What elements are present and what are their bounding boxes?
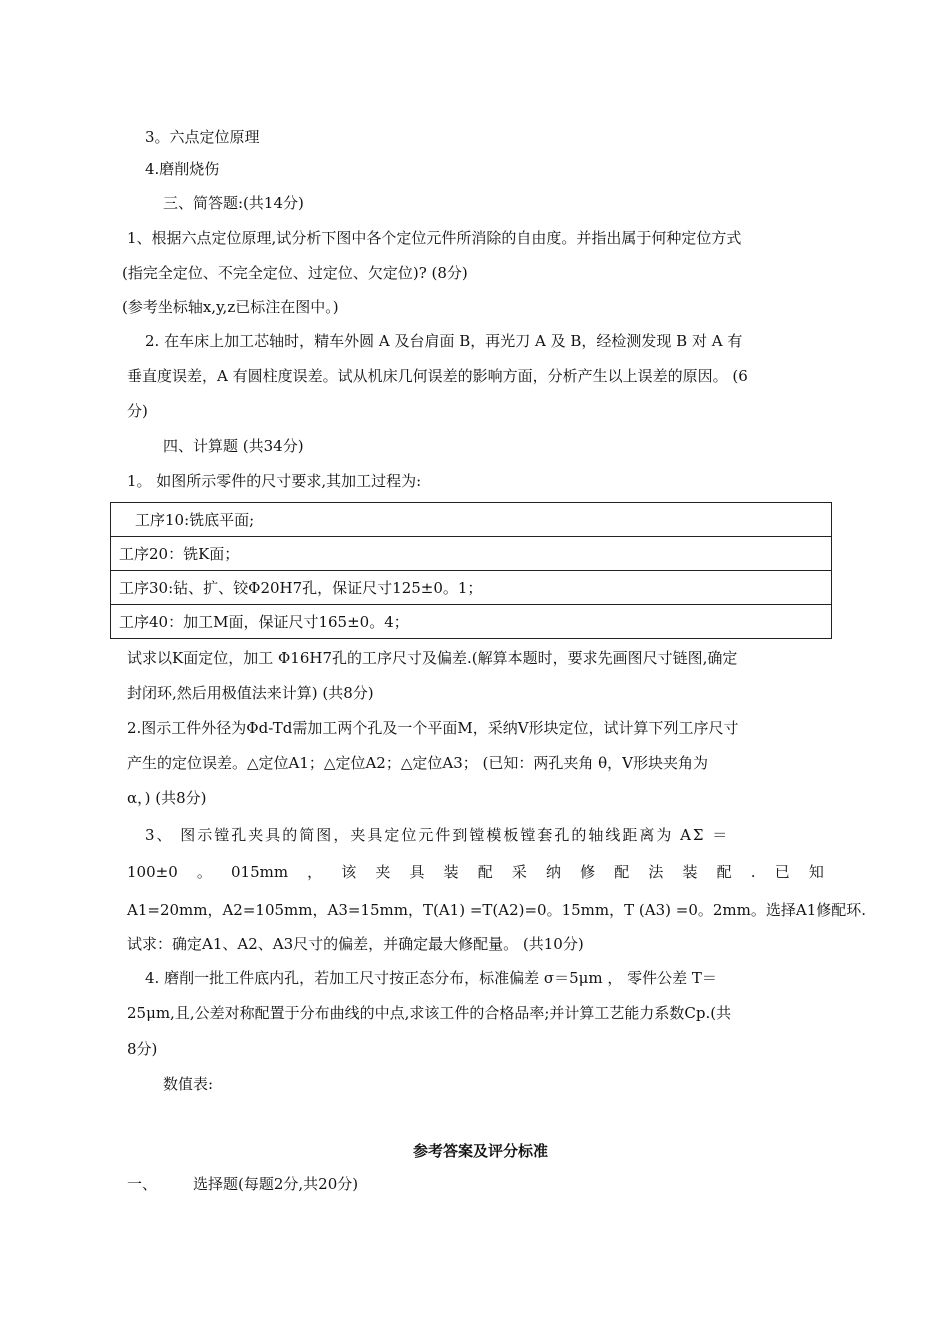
question-text: 2. 在车床上加工芯轴时，精车外圆 A 及台肩面 B，再光刀 A 及 B，经检测发现 B 对 A 有 xyxy=(145,332,743,350)
question-text: 25μm,且,公差对称配置于分布曲线的中点,求该工件的合格品率;并计算工艺能力系数Cp.(共 xyxy=(127,1004,732,1022)
question-text: (参考坐标轴x,y,z已标注在图中。) xyxy=(122,298,339,316)
text-token: 100±0 xyxy=(127,863,178,881)
text-token: 知 xyxy=(808,863,824,881)
justified-line xyxy=(127,862,824,882)
text-token: ， xyxy=(307,863,323,881)
section-heading: 选择题(每题2分,共20分) xyxy=(193,1175,359,1193)
question-text: 3、 图示镗孔夹具的简图，夹具定位元件到镗模板镗套孔的轴线距离为 AΣ ＝ xyxy=(145,826,730,844)
text-token: 纳 xyxy=(546,863,562,881)
table-row xyxy=(111,537,832,571)
table-row xyxy=(111,503,832,537)
text-token: 夹 xyxy=(375,863,391,881)
text-token: 修 xyxy=(580,863,596,881)
section-number: 一、 xyxy=(127,1175,158,1193)
question-text: 数值表: xyxy=(163,1075,214,1093)
process-table xyxy=(110,502,832,639)
text-token: 法 xyxy=(648,863,664,881)
table-cell: 工序10:铣底平面; xyxy=(111,503,832,537)
text-token: . xyxy=(750,863,756,881)
text-line: 4.磨削烧伤 xyxy=(145,160,220,178)
text-token: 装 xyxy=(682,863,698,881)
answer-section-title: 参考答案及评分标准 xyxy=(413,1142,549,1160)
question-text: 8分) xyxy=(127,1040,158,1058)
question-text: α，) (共8分) xyxy=(127,789,207,807)
table-cell: 工序30:钻、扩、铰Φ20H7孔，保证尺寸125±0。1； xyxy=(111,571,832,605)
table-row xyxy=(111,605,832,639)
text-token: 015mm xyxy=(230,863,289,881)
text-token: 采 xyxy=(511,863,527,881)
question-text: 2.图示工件外径为Φd-Td需加工两个孔及一个平面M，采纳V形块定位，试计算下列工序尺寸 xyxy=(127,719,739,737)
question-text: 试求以K面定位，加工 Φ16H7孔的工序尺寸及偏差.(解算本题时，要求先画图尺寸链图,确定 xyxy=(127,649,738,667)
question-text: A1=20mm，A2=105mm，A3=15mm，T(A1) =T(A2)=0。15mm，T (A3) =0。2mm。选择A1修配环. xyxy=(127,901,867,919)
text-token: 。 xyxy=(196,863,212,881)
question-text: 4. 磨削一批工件底内孔，若加工尺寸按正态分布，标准偏差 σ＝5μm ， 零件公差 T＝ xyxy=(145,969,717,987)
question-text: 1、根据六点定位原理,试分析下图中各个定位元件所消除的自由度。并指出属于何种定位方式 xyxy=(127,229,742,247)
text-token: 该 xyxy=(341,863,357,881)
section-heading: 三、简答题:(共14分) xyxy=(163,194,304,212)
question-text: 1。 如图所示零件的尺寸要求,其加工过程为: xyxy=(127,472,422,490)
question-text: (指完全定位、不完全定位、过定位、欠定位)? (8分) xyxy=(122,264,468,282)
table-cell: 工序20：铣K面； xyxy=(111,537,832,571)
table-cell: 工序40：加工M面，保证尺寸165±0。4； xyxy=(111,605,832,639)
question-text: 试求：确定A1、A2、A3尺寸的偏差，并确定最大修配量。 (共10分) xyxy=(127,935,584,953)
question-text: 封闭环,然后用极值法来计算) (共8分) xyxy=(127,684,374,702)
question-text: 垂直度误差，A 有圆柱度误差。试从机床几何误差的影响方面，分析产生以上误差的原因。 (6 xyxy=(127,367,748,385)
question-text: 产生的定位误差。△定位A1；△定位A2；△定位A3； (已知：两孔夹角 θ，V形块夹角为 xyxy=(127,754,708,772)
text-token: 已 xyxy=(774,863,790,881)
text-token: 装 xyxy=(443,863,459,881)
text-token: 配 xyxy=(614,863,630,881)
section-heading: 四、计算题 (共34分) xyxy=(163,437,304,455)
question-text: 分) xyxy=(127,402,148,420)
text-token: 配 xyxy=(477,863,493,881)
text-token: 配 xyxy=(716,863,732,881)
text-line: 3。六点定位原理 xyxy=(145,128,260,146)
text-token: 具 xyxy=(409,863,425,881)
table-row xyxy=(111,571,832,605)
